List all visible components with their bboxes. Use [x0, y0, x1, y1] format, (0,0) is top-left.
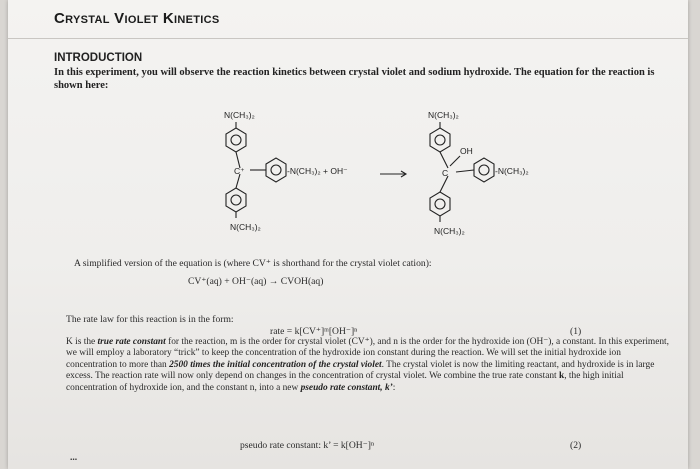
rate-equation: rate = k[CV⁺]ᵐ[OH⁻]ⁿ — [270, 326, 358, 337]
explain-part-1: K is the — [66, 337, 98, 347]
left-top-ring — [226, 128, 246, 152]
rate-law-intro: The rate law for this reaction is in the form: — [66, 314, 234, 325]
right-bottom-ring — [430, 192, 450, 216]
explain-true-rate-constant: true rate constant — [97, 337, 166, 347]
reaction-scheme — [158, 100, 578, 250]
label-top-right: N(CH₃)₂ — [428, 110, 459, 120]
page-title: Crystal Violet Kinetics — [54, 10, 220, 27]
simplified-equation: CV⁺(aq) + OH⁻(aq) → CVOH(aq) — [188, 276, 324, 287]
explain-part-3: . The crystal violet is now the limiting reactant, and hydroxide is in large excess. The reaction rate will now only depend on changes in the concentration of crystal violet. We combine the true rate constant — [66, 359, 655, 382]
left-bottom-ring — [226, 188, 246, 212]
right-top-ring — [430, 128, 450, 152]
explain-part-2: for the reaction, m is the order for crystal violet (CV⁺), and n is the order for the hydroxide ion (OH⁻), a constant. In this experiment, we will employ a laboratory “trick” to keep the concentration of the hydroxide ion constant during the reaction. We will set the initial hydroxide ion concentration to more than — [66, 337, 670, 370]
pseudo-rate-equation: pseudo rate constant: k’ = k[OH⁻]ⁿ — [240, 440, 375, 451]
explanation-paragraph — [66, 337, 674, 394]
explain-k: k — [559, 371, 565, 382]
intro-paragraph: In this experiment, you will observe the reaction kinetics between crystal violet and sodium hydroxide. The equation for the reaction is shown here: — [54, 67, 655, 91]
explain-pseudo-rate-constant: pseudo rate constant, k’ — [300, 382, 393, 393]
label-bottom-left: N(CH₃)₂ — [230, 222, 261, 232]
explain-concentration-emphasis: 2500 times the initial concentration of the crystal violet — [169, 359, 382, 370]
label-mid-right: -N(CH₃)₂ — [495, 166, 529, 176]
label-oh: OH — [460, 146, 473, 156]
label-bottom-right: N(CH₃)₂ — [434, 226, 465, 236]
label-mid-left: -N(CH₃)₂ + OH⁻ — [287, 166, 348, 176]
explain-part-5: : — [392, 382, 396, 393]
label-top-left: N(CH₃)₂ — [224, 110, 255, 120]
explain-part-4: , the high initial concentration of hydroxide ion, and the constant n, into a new — [66, 371, 624, 393]
title-divider — [8, 38, 688, 39]
equation-number-1: (1) — [570, 326, 582, 337]
left-right-ring — [266, 158, 286, 182]
reaction-diagram — [158, 100, 578, 250]
label-c-right: C — [442, 168, 449, 178]
section-heading: INTRODUCTION — [54, 52, 143, 64]
right-right-ring — [474, 158, 494, 182]
continuation-ellipsis: ... — [70, 452, 78, 463]
equation-number-2: (2) — [570, 440, 582, 451]
document-page — [8, 0, 688, 469]
label-cplus: C⁺ — [234, 166, 245, 176]
simplified-text: A simplified version of the equation is (where CV⁺ is shorthand for the crystal violet cation): — [74, 258, 432, 269]
